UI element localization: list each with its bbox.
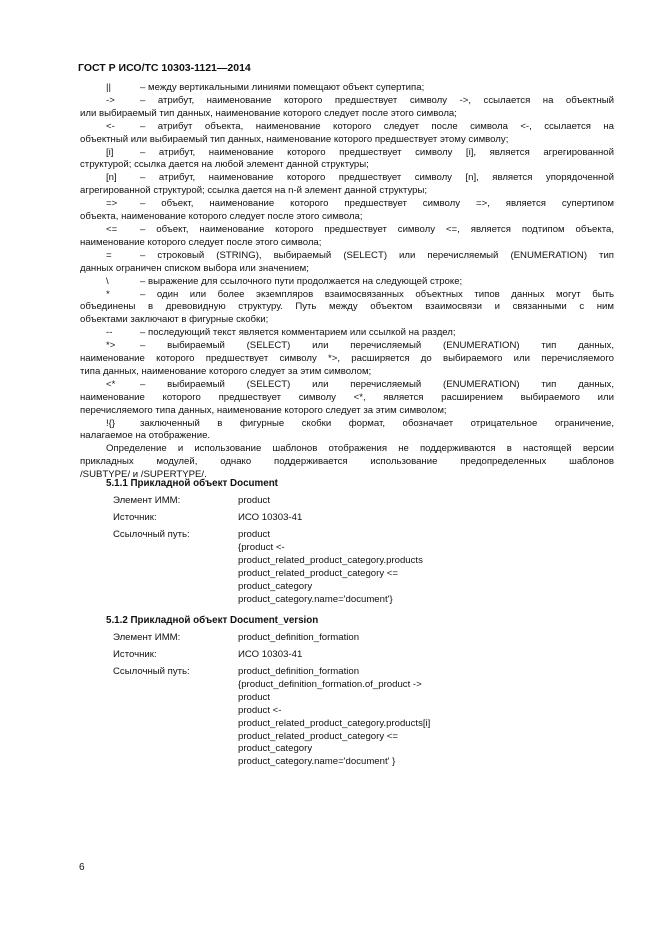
definition-text: заключенный в фигурные скобки формат, обозначает отрицательное ограничение,	[140, 417, 614, 429]
definition-line	[80, 405, 614, 418]
definition-symbol: <-	[106, 120, 115, 132]
definition-line	[80, 430, 614, 443]
definition-text: наименование которого предшествует символу <*, является расширением выбираемого или	[80, 391, 614, 403]
document-header: ГОСТ Р ИСО/ТС 10303-1121—2014	[78, 62, 251, 74]
definition-item	[80, 340, 614, 379]
definition-symbol: ->	[106, 94, 115, 106]
definition-line	[80, 353, 614, 366]
reference-path-line: product_category	[238, 743, 313, 755]
definition-item	[80, 82, 614, 95]
definition-text: – атрибут, наименование которого предшествует символу ->, ссылается на объектный	[140, 94, 614, 106]
field-value: ИСО 10303-41	[238, 649, 303, 660]
definition-text: – выражение для ссылочного пути продолжается на следующей строке;	[140, 275, 463, 287]
definition-item	[80, 147, 614, 173]
definition-symbol: <*	[106, 378, 116, 390]
definition-line	[80, 340, 614, 353]
definition-item	[80, 327, 614, 340]
paragraph-text: Определение и использование шаблонов отображения не поддерживаются в настоящей версии	[106, 443, 614, 455]
definition-symbol: [n]	[106, 172, 117, 184]
definition-text: – объект, наименование которого предшествует символу =>, является супертипом	[140, 198, 614, 210]
definitions-block	[80, 82, 614, 482]
definition-text: – между вертикальными линиями помещают объект супертипа;	[140, 82, 425, 93]
paragraph-line	[80, 443, 614, 456]
reference-path-line: product_category	[238, 580, 313, 592]
definition-item	[80, 379, 614, 418]
field-label: Источник:	[113, 512, 157, 523]
definition-text: объединены в древовидную структуру. Путь между объектом взаимосвязи и связанными с ним	[80, 301, 614, 313]
definition-line	[80, 108, 614, 121]
definition-symbol: !{}	[106, 417, 116, 429]
field-label: Элемент ИММ:	[113, 495, 181, 506]
definition-line	[80, 224, 614, 237]
definition-line	[80, 276, 614, 289]
definition-item	[80, 95, 614, 121]
definition-symbol: [i]	[106, 146, 114, 158]
definition-text: – атрибут, наименование которого предшествует символу [n], является упорядоченной	[140, 172, 614, 184]
definition-line	[80, 301, 614, 314]
paragraph-text: /SUBTYPE/ и /SUPERTYPE/.	[80, 469, 207, 481]
definition-text: наименование которого предшествует символу *>, расширяется до выбираемого или перечисляемого	[80, 353, 614, 365]
section-title: 5.1.1 Прикладной объект Document	[106, 478, 278, 489]
reference-path-line: product_related_product_category <=	[238, 567, 399, 579]
definition-symbol: <=	[106, 223, 118, 235]
definition-text: – выбираемый (SELECT) или перечисляемый (ENUMERATION) тип данных,	[140, 340, 614, 352]
definition-symbol: *	[106, 288, 110, 300]
reference-path-line: product_definition_formation	[238, 666, 360, 677]
definition-text: – выбираемый (SELECT) или перечисляемый (ENUMERATION) тип данных,	[140, 378, 614, 390]
definition-text: типа данных, наименование которого следует за этим символом;	[80, 365, 372, 377]
definition-line	[80, 418, 614, 431]
definition-line	[80, 185, 614, 198]
field-label: Ссылочный путь:	[113, 529, 190, 540]
definition-text: наименование которого следует после этого символа;	[80, 236, 322, 248]
definition-text: объектами заключают в фигурные скобки;	[80, 314, 269, 326]
definition-text: объекта, наименование которого следует после этого символа;	[80, 211, 363, 223]
reference-path-line: product_category.name='document' }	[238, 756, 396, 768]
paragraph-text: прикладных модулей, однако поддерживается использование предопределенных шаблонов	[80, 456, 614, 468]
definition-text: – последующий текст является комментарием или ссылкой на раздел;	[140, 327, 456, 339]
definition-line	[80, 327, 614, 340]
definition-item	[80, 198, 614, 224]
definition-text: данных ограничен списком выбора или значением;	[80, 262, 309, 274]
definition-line	[80, 95, 614, 108]
definition-line	[80, 314, 614, 327]
field-value: product	[238, 495, 270, 506]
definition-line	[80, 263, 614, 276]
definition-item	[80, 418, 614, 444]
definition-line	[80, 147, 614, 160]
definition-item	[80, 289, 614, 328]
definition-item	[80, 224, 614, 250]
definition-text: объектный или выбираемый тип данных, наименование которого предшествует этому символу;	[80, 133, 509, 145]
definition-line	[80, 237, 614, 250]
definition-line	[80, 289, 614, 302]
definition-line	[80, 366, 614, 379]
field-label: Ссылочный путь:	[113, 666, 190, 677]
definition-symbol: \	[106, 275, 109, 287]
definition-line	[80, 379, 614, 392]
reference-path-line: product_related_product_category.products[i]	[238, 717, 431, 729]
section-title: 5.1.2 Прикладной объект Document_version	[106, 615, 319, 626]
definition-item	[80, 250, 614, 276]
paragraph-line	[80, 456, 614, 469]
definition-symbol: --	[106, 327, 113, 339]
page-number: 6	[79, 862, 85, 873]
definition-text: – атрибут объекта, наименование которого следует после символа <-, ссылается на	[140, 120, 614, 132]
definition-symbol: =>	[106, 198, 118, 210]
definition-text: – атрибут, наименование которого предшествует символу [i], является агрегированной	[140, 146, 614, 158]
definition-symbol: ||	[106, 82, 111, 93]
definition-symbol: *>	[106, 340, 116, 352]
definition-line	[80, 82, 614, 95]
definition-text: или выбираемый тип данных, наименование которого следует после этого символа;	[80, 107, 457, 119]
definition-text: перечисляемого типа данных, наименование которого следует за этим символом;	[80, 404, 447, 416]
definition-text: – строковый (STRING), выбираемый (SELECT) или перечисляемый (ENUMERATION) тип	[140, 249, 614, 261]
definition-text: агрегированной структурой; ссылка дается на n-й элемент данной структуры;	[80, 185, 428, 197]
reference-path-line: product_related_product_category <=	[238, 730, 399, 742]
field-value: product_definition_formation	[238, 632, 360, 643]
definition-line	[80, 159, 614, 172]
definition-symbol: =	[106, 249, 112, 261]
definition-line	[80, 211, 614, 224]
reference-path-line: product_category.name='document'}	[238, 593, 393, 605]
field-label: Источник:	[113, 649, 157, 660]
reference-path-line: {product_definition_formation.of_product ->	[238, 678, 422, 690]
reference-path-line: product	[238, 691, 270, 703]
definition-item	[80, 172, 614, 198]
definition-line	[80, 121, 614, 134]
reference-path-line: product	[238, 529, 270, 540]
definition-line	[80, 172, 614, 185]
field-value: ИСО 10303-41	[238, 512, 303, 523]
definition-text: – объект, наименование которого предшествует символу <=, является подтипом объекта,	[140, 223, 614, 235]
definition-line	[80, 250, 614, 263]
definition-line	[80, 134, 614, 147]
definition-line	[80, 392, 614, 405]
reference-path-line: {product <-	[238, 541, 285, 553]
definition-text: налагаемое на отображение.	[80, 430, 211, 442]
reference-path-line: product <-	[238, 704, 282, 716]
field-label: Элемент ИММ:	[113, 632, 181, 643]
definition-item	[80, 276, 614, 289]
definition-item	[80, 121, 614, 147]
definition-text: структурой; ссылка дается на любой элемент данной структуры;	[80, 159, 369, 171]
reference-path-line: product_related_product_category.products	[238, 554, 423, 566]
definition-line	[80, 198, 614, 211]
definition-text: – один или более экземпляров взаимосвязанных объектных типов данных могут быть	[140, 288, 614, 300]
